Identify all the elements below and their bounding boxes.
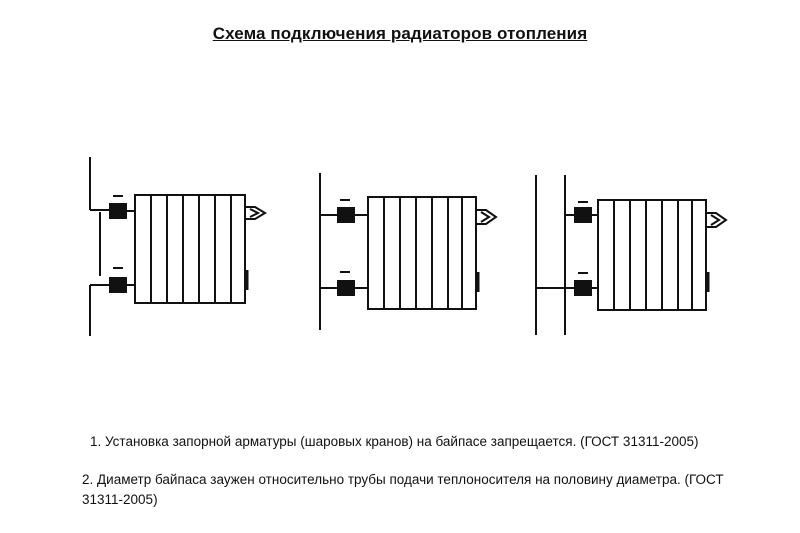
valve-top	[338, 208, 354, 222]
valve-bottom	[575, 281, 591, 295]
air-vent	[706, 213, 726, 227]
scheme-2	[320, 173, 496, 330]
note-2: 2. Диаметр байпаса заужен относительно трубы подачи теплоносителя на половину диаметра. (ГОСТ 31311-2005)	[82, 472, 724, 507]
scheme-1	[90, 157, 265, 336]
valve-bottom	[338, 281, 354, 295]
diagram-title: Схема подключения радиаторов отопления	[212, 24, 588, 43]
valve-top	[575, 208, 591, 222]
valve-bottom	[110, 278, 126, 292]
valve-top	[110, 204, 126, 218]
air-vent	[476, 210, 496, 224]
air-vent	[245, 207, 265, 219]
scheme-3	[536, 175, 726, 335]
note-1: 1. Установка запорной арматуры (шаровых кранов) на байпасе запрещается. (ГОСТ 31311-2005)	[90, 434, 699, 449]
